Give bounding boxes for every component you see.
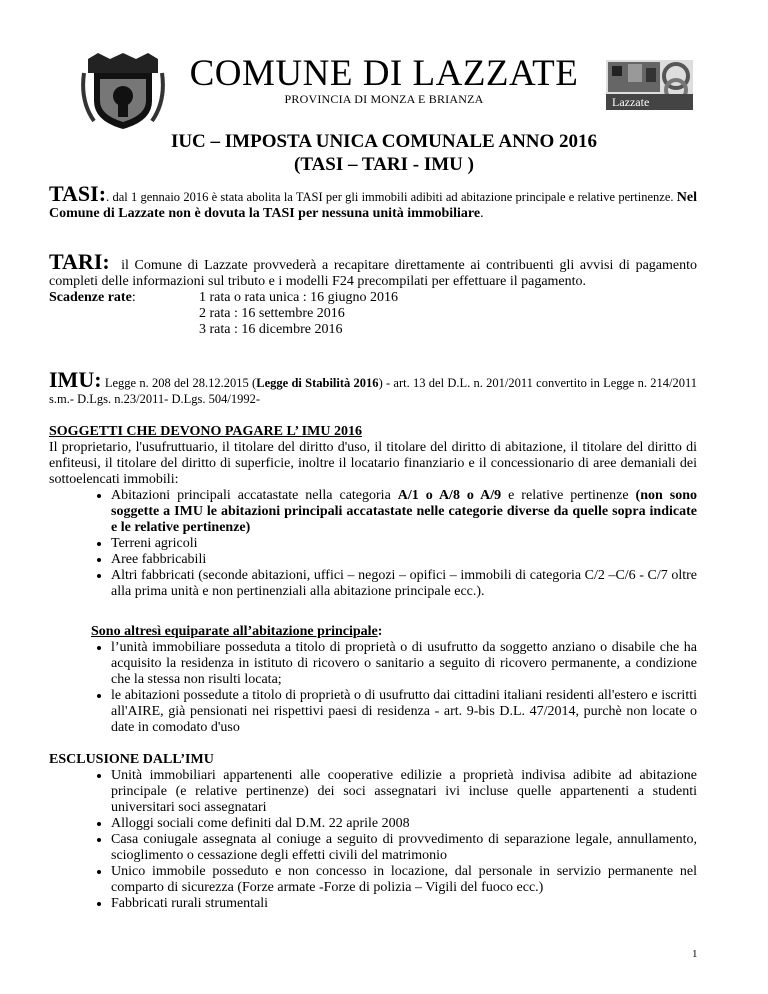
tari-text: il Comune di Lazzate provvederà a recapitare direttamente ai contribuenti gli avvisi di pagamento completi delle informazioni sul tributo e i modelli F24 precompilati per effettuare il pagamento.	[49, 258, 697, 289]
list-item: • Unico immobile posseduto e non concesso in locazione, dal personale in servizio permanente nel comparto di sicurezza (Forze armate -Forze di polizia – Vigili del fuoco ecc.)	[111, 864, 697, 896]
esclusione-list	[49, 768, 697, 912]
esclusione-heading: ESCLUSIONE DALL’IMU	[49, 752, 214, 767]
list-item: • Alloggi sociali come definiti dal D.M. 22 aprile 2008	[111, 816, 697, 832]
list-item: • Altri fabbricati (seconde abitazioni, uffici – negozi – opifici – immobili di categoria C/2 –C/6 - C/7 oltre alla prima unità e non pertinenziali alla abitazione principale ecc.).	[111, 568, 697, 600]
list-item: • Unità immobiliari appartenenti alle cooperative edilizie a proprietà indivisa adibite ad abitazione principale (e relative pertinenze) dei soci assegnatari ivi incluse quelle appartenenti a studenti universitari soci assegnatari	[111, 768, 697, 816]
tari-deadline-row-1: Scadenze rate: 1 rata o rata unica : 16 giugno 2016	[49, 290, 399, 305]
tasi-bold: Nel Comune di Lazzate non è dovuta la TASI per nessuna unità immobiliare	[49, 190, 697, 221]
soggetti-list	[49, 488, 697, 600]
tasi-end: .	[480, 206, 484, 221]
deadline-3: 3 rata : 16 dicembre 2016	[199, 322, 343, 337]
tasi-section	[49, 181, 697, 222]
imu-bold: Legge di Stabilità 2016	[256, 376, 379, 390]
esclusione-section	[49, 752, 697, 912]
equiparate-heading: Sono altresì equiparate all’abitazione principale	[91, 624, 378, 639]
tasi-label: TASI:	[49, 181, 107, 206]
title-line-2: (TASI – TARI - IMU )	[294, 154, 474, 175]
imu-label: IMU:	[49, 367, 102, 392]
list-item: • Casa coniugale assegnata al coniuge a seguito di provvedimento di separazione legale, annullamento, scioglimento o cessazione degli effetti civili del matrimonio	[111, 832, 697, 864]
document-title	[0, 130, 768, 176]
soggetti-section	[49, 424, 697, 600]
deadline-1: 1 rata o rata unica : 16 giugno 2016	[199, 290, 399, 305]
tari-deadline-row-2	[49, 306, 697, 322]
page-number: 1	[692, 948, 698, 960]
equiparate-list	[49, 640, 697, 736]
town-name: COMUNE DI LAZZATE	[189, 53, 579, 94]
list-item: • l’unità immobiliare posseduta a titolo di proprietà o di usufrutto da soggetto anziano o disabile che ha acquisito la residenza in istituto di ricovero o sanitario a seguito di ricovero permanente, a condizione che la stessa non risulti locata;	[111, 640, 697, 688]
soggetti-intro: Il proprietario, l'usufruttuario, il titolare del diritto d'uso, il titolare del diritto di abitazione, il titolare del diritto di enfiteusi, il titolare del diritto di superficie, inoltre il locatario finanziario e il concessionario di aree demaniali dei sottoelencati immobili:	[49, 440, 697, 487]
tari-section	[49, 249, 697, 338]
province-name: PROVINCIA DI MONZA E BRIANZA	[284, 92, 484, 106]
tari-label: TARI:	[49, 249, 110, 274]
tasi-text: . dal 1 gennaio 2016 è stata abolita la TASI per gli immobili adibiti ad abitazione principale e relative pertinenze.	[106, 190, 677, 204]
list-item: • Abitazioni principali accatastate nella categoria A/1 o A/8 o A/9 e relative pertinenze (non sono soggette a IMU le abitazioni principali accatastate nelle categorie diverse da quelle sopra indicate e le relative pertinenze)	[111, 488, 697, 536]
logo-text: Lazzate	[612, 95, 650, 109]
list-item: • le abitazioni possedute a titolo di proprietà o di usufrutto dai cittadini italiani residenti all'estero e iscritti all'AIRE, già pensionati nei rispettivi paesi di residenza - art. 9-bis D.L. 47/2014, purchè non locate o date in comodato d'uso	[111, 688, 697, 736]
title-line-1: IUC – IMPOSTA UNICA COMUNALE ANNO 2016	[170, 131, 598, 152]
imu-section: IMU: Legge n. 208 del 28.12.2015 (Legge di Stabilità 2016) - art. 13 del D.L. n. 201/2011 convertito in Legge n. 214/2011 s.m.- D.Lgs. n.23/2011- D.Lgs. 504/1992-	[49, 367, 698, 406]
list-item: • Fabbricati rurali strumentali	[111, 896, 697, 912]
equiparate-section: Sono altresì equiparate all’abitazione principale: • l’unità immobiliare posseduta a titolo di proprietà o di usufrutto da soggetto anziano o disabile che ha acquisito la residenza in istituto di ricovero o sanitario a seguito di ricovero permanente, a condizione che la stessa non risulti locata; • le abitazioni possedute a titolo di proprietà o di usufrutto dai cittadini italiani residenti all'estero e iscritti all'AIRE, già pensionati nei rispettivi paesi di residenza - art. 9-bis D.L. 47/2014, purchè non locate o date in comodato d'uso	[49, 624, 697, 736]
deadlines-label: Scadenze rate	[49, 290, 132, 305]
town-logo	[606, 60, 693, 110]
deadline-2: 2 rata : 16 settembre 2016	[199, 306, 345, 321]
soggetti-heading: SOGGETTI CHE DEVONO PAGARE L’ IMU 2016	[49, 424, 362, 439]
list-item: • Aree fabbricabili	[111, 552, 697, 568]
tari-deadline-row-3	[49, 322, 697, 338]
list-item: • Terreni agricoli	[111, 536, 697, 552]
